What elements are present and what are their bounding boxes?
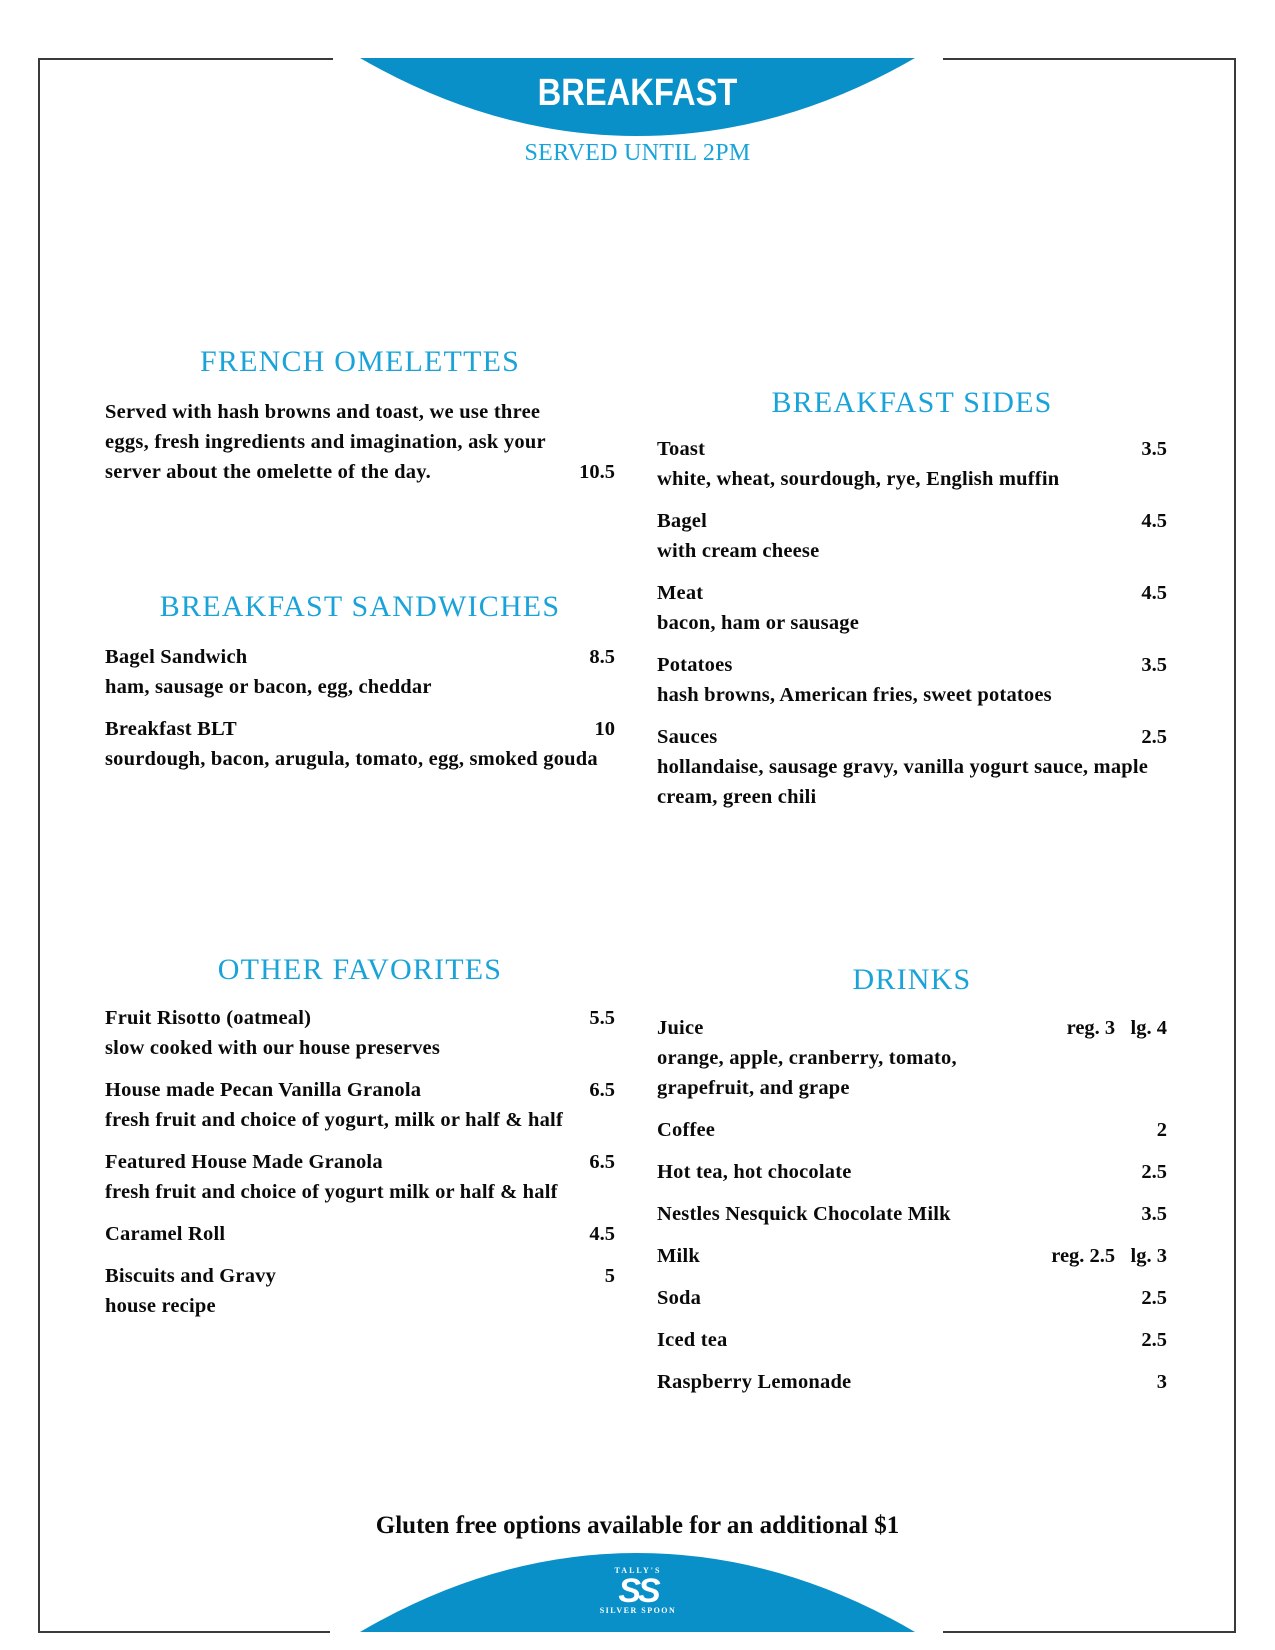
item-name: Caramel Roll [105,1223,226,1245]
item-price: 3.5 [1141,438,1167,460]
menu-item [657,1199,1167,1229]
menu-item [657,1115,1167,1145]
item-name: Bagel Sandwich [105,646,248,668]
menu-item [657,1013,1167,1103]
item-name: Hot tea, hot chocolate [657,1161,852,1183]
item-name: Potatoes [657,654,733,676]
item-list [105,642,615,774]
item-description: hollandaise, sausage gravy, vanilla yogurt sauce, maple cream, green chili [657,756,1149,808]
item-price: 2.5 [1141,1287,1167,1309]
item-price: 3 [1156,1371,1167,1393]
menu-title: BREAKFAST [537,72,738,114]
frame-bottom-right [943,1631,1236,1633]
section-title: BREAKFAST SIDES [771,386,1053,419]
menu-item [105,1147,615,1207]
item-name: Sauces [657,726,718,748]
frame-top-left [38,58,333,60]
menu-item [657,506,1167,566]
item-name: Meat [657,582,704,604]
item-description: bacon, ham or sausage [657,612,860,634]
section-other-favorites [105,953,615,1333]
item-price: 2.5 [1141,726,1167,748]
item-name: Juice [657,1017,704,1039]
item-description: slow cooked with our house preserves [105,1037,441,1059]
item-name: Nestles Nesquick Chocolate Milk [657,1203,951,1225]
frame-left [38,58,40,1633]
item-list [657,1013,1167,1397]
section-breakfast-sides [657,386,1167,824]
menu-item [105,1003,615,1063]
item-price: 8.5 [589,646,615,668]
item-description: hash browns, American fries, sweet potatoes [657,684,1052,706]
item-name: Fruit Risotto (oatmeal) [105,1007,312,1029]
item-name: House made Pecan Vanilla Granola [105,1079,422,1101]
item-name: Soda [657,1287,702,1309]
frame-right [1234,58,1236,1633]
menu-item [657,1367,1167,1397]
section-drinks [657,963,1167,1409]
item-price: 10.5 [579,461,615,483]
item-price: 4.5 [589,1223,615,1245]
logo-bottom-text: SILVER SPOON [599,1606,677,1615]
item-description: fresh fruit and choice of yogurt, milk or half & half [105,1109,563,1131]
gluten-free-note: Gluten free options available for an additional $1 [375,1512,900,1539]
item-name: Breakfast BLT [105,718,237,740]
item-name: Iced tea [657,1329,728,1351]
menu-item [657,434,1167,494]
item-price: 2 [1156,1119,1167,1141]
item-price: 3.5 [1141,654,1167,676]
logo-top-text: TALLY'S [614,1566,662,1575]
menu-item [657,650,1167,710]
section-breakfast-sandwiches [105,590,615,786]
item-description: ham, sausage or bacon, egg, cheddar [105,676,432,698]
frame-top-right [943,58,1236,60]
section-title: FRENCH OMELETTES [199,345,521,378]
omelette-line: server about the omelette of the day. [105,461,431,483]
item-price: 4.5 [1141,582,1167,604]
served-until-subtitle: SERVED UNTIL 2PM [524,140,751,166]
menu-item [657,578,1167,638]
omelette-line: Served with hash browns and toast, we use three [105,401,541,423]
menu-item [105,1075,615,1135]
logo-ss-mark-icon: SS [618,1572,658,1610]
item-name: Biscuits and Gravy [105,1265,277,1287]
item-price: 6.5 [589,1151,615,1173]
item-name: Coffee [657,1119,716,1141]
section-title: BREAKFAST SANDWICHES [159,590,561,623]
item-list [657,434,1167,812]
menu-item [105,714,615,774]
item-name: Toast [657,438,706,460]
menu-item [105,1219,615,1249]
item-description: orange, apple, cranberry, tomato, grapefruit, and grape [657,1047,957,1099]
section-title: DRINKS [852,963,972,996]
item-price: 2.5 [1141,1329,1167,1351]
item-name: Milk [657,1245,700,1267]
item-list [105,1003,615,1321]
menu-item [657,1241,1167,1271]
menu-item [657,722,1167,812]
item-price: reg. 2.5 lg. 3 [1051,1245,1167,1267]
item-name: Featured House Made Granola [105,1151,383,1173]
menu-item [657,1283,1167,1313]
item-price: 2.5 [1141,1161,1167,1183]
omelette-line: eggs, fresh ingredients and imagination, ask your [105,431,546,453]
section-title: OTHER FAVORITES [217,953,503,986]
item-description: sourdough, bacon, arugula, tomato, egg, smoked gouda [105,748,598,770]
item-price: 10 [594,718,615,740]
item-price: 4.5 [1141,510,1167,532]
menu-item [657,1157,1167,1187]
item-name: Raspberry Lemonade [657,1371,852,1393]
item-price: 5.5 [589,1007,615,1029]
item-description: white, wheat, sourdough, rye, English muffin [657,468,1060,490]
item-description: fresh fruit and choice of yogurt milk or half & half [105,1181,558,1203]
frame-bottom-left [38,1631,330,1633]
item-name: Bagel [657,510,707,532]
item-price: 6.5 [589,1079,615,1101]
omelette-description [105,397,615,487]
menu-item [105,642,615,702]
menu-item [105,1261,615,1321]
omelette-last-line [105,457,615,487]
item-description: house recipe [105,1295,216,1317]
section-french-omelettes [105,345,615,487]
silver-spoon-logo [578,1566,698,1616]
item-price: 5 [604,1265,615,1287]
item-description: with cream cheese [657,540,820,562]
menu-item [657,1325,1167,1355]
item-price: reg. 3 lg. 4 [1066,1017,1167,1039]
item-price: 3.5 [1141,1203,1167,1225]
